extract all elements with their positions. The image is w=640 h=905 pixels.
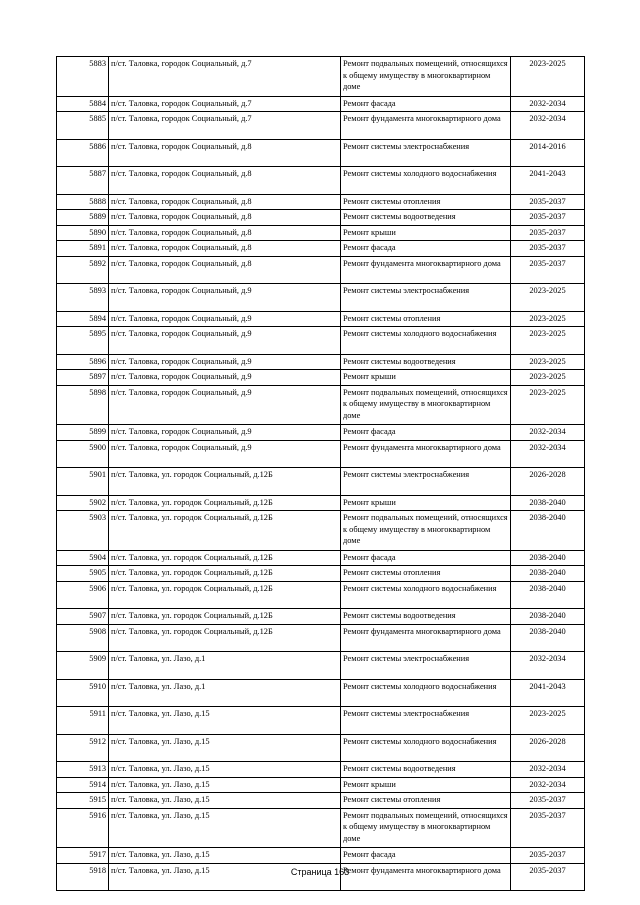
table-row — [57, 112, 585, 140]
row-number: 5917 — [57, 848, 109, 864]
row-period: 2038-2040 — [511, 566, 585, 582]
row-number: 5918 — [57, 863, 109, 891]
row-address: п/ст. Таловка, городок Социальный, д.9 — [109, 284, 341, 312]
table-row — [57, 679, 585, 707]
row-work-type: Ремонт крыши — [341, 777, 511, 793]
row-number: 5896 — [57, 354, 109, 370]
row-work-type: Ремонт фасада — [341, 241, 511, 257]
table-row — [57, 734, 585, 762]
row-work-type: Ремонт системы водоотведения — [341, 762, 511, 778]
row-number: 5887 — [57, 167, 109, 195]
row-number: 5911 — [57, 707, 109, 735]
row-work-type: Ремонт фундамента многоквартирного дома — [341, 112, 511, 140]
table-row — [57, 311, 585, 327]
row-address: п/ст. Таловка, городок Социальный, д.9 — [109, 440, 341, 468]
row-address: п/ст. Таловка, городок Социальный, д.8 — [109, 241, 341, 257]
row-address: п/ст. Таловка, городок Социальный, д.8 — [109, 256, 341, 284]
row-address: п/ст. Таловка, ул. Лазо, д.15 — [109, 707, 341, 735]
row-work-type: Ремонт системы водоотведения — [341, 210, 511, 226]
row-address: п/ст. Таловка, ул. городок Социальный, д.12Б — [109, 624, 341, 652]
row-number: 5905 — [57, 566, 109, 582]
row-period: 2032-2034 — [511, 762, 585, 778]
row-number: 5898 — [57, 385, 109, 425]
row-period: 2032-2034 — [511, 96, 585, 112]
row-address: п/ст. Таловка, городок Социальный, д.8 — [109, 139, 341, 167]
row-work-type: Ремонт крыши — [341, 370, 511, 386]
table-row — [57, 284, 585, 312]
row-work-type: Ремонт системы отопления — [341, 566, 511, 582]
row-work-type: Ремонт системы водоотведения — [341, 354, 511, 370]
row-address: п/ст. Таловка, городок Социальный, д.8 — [109, 225, 341, 241]
row-number: 5903 — [57, 511, 109, 551]
table-row — [57, 241, 585, 257]
row-period: 2035-2037 — [511, 863, 585, 891]
table-body — [57, 57, 585, 891]
table-row — [57, 96, 585, 112]
row-number: 5913 — [57, 762, 109, 778]
row-period: 2023-2025 — [511, 707, 585, 735]
row-address: п/ст. Таловка, ул. Лазо, д.15 — [109, 848, 341, 864]
row-period: 2035-2037 — [511, 210, 585, 226]
row-number: 5897 — [57, 370, 109, 386]
row-work-type: Ремонт системы электроснабжения — [341, 468, 511, 496]
row-work-type: Ремонт фасада — [341, 96, 511, 112]
row-number: 5908 — [57, 624, 109, 652]
row-number: 5915 — [57, 793, 109, 809]
table-row — [57, 194, 585, 210]
row-period: 2035-2037 — [511, 793, 585, 809]
table-row — [57, 808, 585, 848]
row-period: 2041-2043 — [511, 679, 585, 707]
row-period: 2035-2037 — [511, 194, 585, 210]
row-address: п/ст. Таловка, ул. городок Социальный, д.12Б — [109, 511, 341, 551]
row-period: 2032-2034 — [511, 440, 585, 468]
row-address: п/ст. Таловка, городок Социальный, д.9 — [109, 354, 341, 370]
row-period: 2041-2043 — [511, 167, 585, 195]
row-work-type: Ремонт фундамента многоквартирного дома — [341, 863, 511, 891]
row-work-type: Ремонт подвальных помещений, относящихся к общему имуществу в многоквартирном доме — [341, 57, 511, 97]
row-work-type: Ремонт фундамента многоквартирного дома — [341, 624, 511, 652]
row-number: 5885 — [57, 112, 109, 140]
row-address: п/ст. Таловка, ул. Лазо, д.15 — [109, 793, 341, 809]
row-address: п/ст. Таловка, городок Социальный, д.9 — [109, 385, 341, 425]
row-period: 2038-2040 — [511, 581, 585, 609]
table-row — [57, 327, 585, 355]
row-number: 5890 — [57, 225, 109, 241]
row-address: п/ст. Таловка, городок Социальный, д.9 — [109, 327, 341, 355]
row-period: 2032-2034 — [511, 777, 585, 793]
row-number: 5904 — [57, 550, 109, 566]
table-row — [57, 385, 585, 425]
table-row — [57, 511, 585, 551]
row-address: п/ст. Таловка, ул. городок Социальный, д.12Б — [109, 566, 341, 582]
row-work-type: Ремонт системы водоотведения — [341, 609, 511, 625]
row-address: п/ст. Таловка, городок Социальный, д.7 — [109, 57, 341, 97]
row-period: 2014-2016 — [511, 139, 585, 167]
table-row — [57, 707, 585, 735]
row-period: 2035-2037 — [511, 241, 585, 257]
row-period: 2035-2037 — [511, 256, 585, 284]
table-row — [57, 624, 585, 652]
row-work-type: Ремонт системы отопления — [341, 194, 511, 210]
row-address: п/ст. Таловка, городок Социальный, д.7 — [109, 96, 341, 112]
row-number: 5910 — [57, 679, 109, 707]
table-row — [57, 167, 585, 195]
row-number: 5889 — [57, 210, 109, 226]
row-number: 5892 — [57, 256, 109, 284]
row-period: 2023-2025 — [511, 385, 585, 425]
row-work-type: Ремонт подвальных помещений, относящихся к общему имуществу в многоквартирном доме — [341, 511, 511, 551]
table-row — [57, 468, 585, 496]
row-period: 2023-2025 — [511, 284, 585, 312]
table-row — [57, 370, 585, 386]
row-work-type: Ремонт крыши — [341, 225, 511, 241]
row-number: 5888 — [57, 194, 109, 210]
row-number: 5916 — [57, 808, 109, 848]
row-work-type: Ремонт системы отопления — [341, 311, 511, 327]
row-address: п/ст. Таловка, ул. городок Социальный, д.12Б — [109, 581, 341, 609]
row-work-type: Ремонт подвальных помещений, относящихся к общему имуществу в многоквартирном доме — [341, 808, 511, 848]
row-period: 2038-2040 — [511, 495, 585, 511]
row-period: 2038-2040 — [511, 550, 585, 566]
row-work-type: Ремонт подвальных помещений, относящихся к общему имуществу в многоквартирном доме — [341, 385, 511, 425]
table-row — [57, 848, 585, 864]
row-address: п/ст. Таловка, ул. городок Социальный, д.12Б — [109, 550, 341, 566]
row-number: 5883 — [57, 57, 109, 97]
row-work-type: Ремонт системы электроснабжения — [341, 139, 511, 167]
table-row — [57, 425, 585, 441]
row-address: п/ст. Таловка, ул. Лазо, д.1 — [109, 652, 341, 680]
row-number: 5900 — [57, 440, 109, 468]
row-address: п/ст. Таловка, ул. Лазо, д.15 — [109, 734, 341, 762]
row-address: п/ст. Таловка, городок Социальный, д.9 — [109, 425, 341, 441]
table-row — [57, 609, 585, 625]
row-address: п/ст. Таловка, ул. городок Социальный, д.12Б — [109, 468, 341, 496]
table-row — [57, 550, 585, 566]
row-period: 2038-2040 — [511, 624, 585, 652]
row-period: 2035-2037 — [511, 808, 585, 848]
row-work-type: Ремонт системы электроснабжения — [341, 707, 511, 735]
row-work-type: Ремонт фундамента многоквартирного дома — [341, 256, 511, 284]
row-address: п/ст. Таловка, ул. Лазо, д.15 — [109, 808, 341, 848]
row-number: 5914 — [57, 777, 109, 793]
row-work-type: Ремонт фасада — [341, 425, 511, 441]
page-footer: Страница 163 — [290, 867, 350, 877]
row-work-type: Ремонт системы холодного водоснабжения — [341, 679, 511, 707]
row-number: 5901 — [57, 468, 109, 496]
row-work-type: Ремонт фундамента многоквартирного дома — [341, 440, 511, 468]
row-number: 5895 — [57, 327, 109, 355]
table-row — [57, 57, 585, 97]
row-work-type: Ремонт системы холодного водоснабжения — [341, 734, 511, 762]
row-address: п/ст. Таловка, городок Социальный, д.8 — [109, 167, 341, 195]
row-address: п/ст. Таловка, городок Социальный, д.9 — [109, 311, 341, 327]
row-period: 2032-2034 — [511, 112, 585, 140]
table-row — [57, 495, 585, 511]
table-row — [57, 581, 585, 609]
table-row — [57, 139, 585, 167]
row-work-type: Ремонт системы холодного водоснабжения — [341, 167, 511, 195]
row-number: 5906 — [57, 581, 109, 609]
row-number: 5902 — [57, 495, 109, 511]
row-address: п/ст. Таловка, ул. Лазо, д.1 — [109, 679, 341, 707]
row-number: 5886 — [57, 139, 109, 167]
table-row — [57, 354, 585, 370]
row-work-type: Ремонт фасада — [341, 848, 511, 864]
row-period: 2035-2037 — [511, 848, 585, 864]
row-address: п/ст. Таловка, городок Социальный, д.7 — [109, 112, 341, 140]
table-row — [57, 256, 585, 284]
row-number: 5907 — [57, 609, 109, 625]
row-work-type: Ремонт системы электроснабжения — [341, 284, 511, 312]
row-address: п/ст. Таловка, ул. городок Социальный, д.12Б — [109, 495, 341, 511]
row-period: 2026-2028 — [511, 734, 585, 762]
row-period: 2032-2034 — [511, 425, 585, 441]
row-number: 5891 — [57, 241, 109, 257]
row-address: п/ст. Таловка, ул. городок Социальный, д.12Б — [109, 609, 341, 625]
row-address: п/ст. Таловка, городок Социальный, д.8 — [109, 194, 341, 210]
row-address: п/ст. Таловка, городок Социальный, д.9 — [109, 370, 341, 386]
table-row — [57, 652, 585, 680]
row-period: 2026-2028 — [511, 468, 585, 496]
row-period: 2023-2025 — [511, 327, 585, 355]
row-work-type: Ремонт фасада — [341, 550, 511, 566]
row-number: 5893 — [57, 284, 109, 312]
table-row — [57, 793, 585, 809]
table-row — [57, 210, 585, 226]
row-period: 2023-2025 — [511, 354, 585, 370]
row-number: 5884 — [57, 96, 109, 112]
row-period: 2032-2034 — [511, 652, 585, 680]
row-work-type: Ремонт системы холодного водоснабжения — [341, 327, 511, 355]
row-work-type: Ремонт системы холодного водоснабжения — [341, 581, 511, 609]
row-period: 2023-2025 — [511, 311, 585, 327]
table-row — [57, 566, 585, 582]
row-work-type: Ремонт системы отопления — [341, 793, 511, 809]
row-period: 2023-2025 — [511, 57, 585, 97]
table-row — [57, 762, 585, 778]
row-address: п/ст. Таловка, ул. Лазо, д.15 — [109, 863, 341, 891]
row-period: 2038-2040 — [511, 511, 585, 551]
table-row — [57, 225, 585, 241]
row-work-type: Ремонт крыши — [341, 495, 511, 511]
row-period: 2035-2037 — [511, 225, 585, 241]
row-work-type: Ремонт системы электроснабжения — [341, 652, 511, 680]
row-number: 5894 — [57, 311, 109, 327]
row-number: 5912 — [57, 734, 109, 762]
row-period: 2038-2040 — [511, 609, 585, 625]
row-number: 5909 — [57, 652, 109, 680]
table-row — [57, 777, 585, 793]
repair-schedule-table — [56, 56, 585, 891]
row-number: 5899 — [57, 425, 109, 441]
table-row — [57, 440, 585, 468]
row-address: п/ст. Таловка, ул. Лазо, д.15 — [109, 762, 341, 778]
row-period: 2023-2025 — [511, 370, 585, 386]
row-address: п/ст. Таловка, городок Социальный, д.8 — [109, 210, 341, 226]
row-address: п/ст. Таловка, ул. Лазо, д.15 — [109, 777, 341, 793]
